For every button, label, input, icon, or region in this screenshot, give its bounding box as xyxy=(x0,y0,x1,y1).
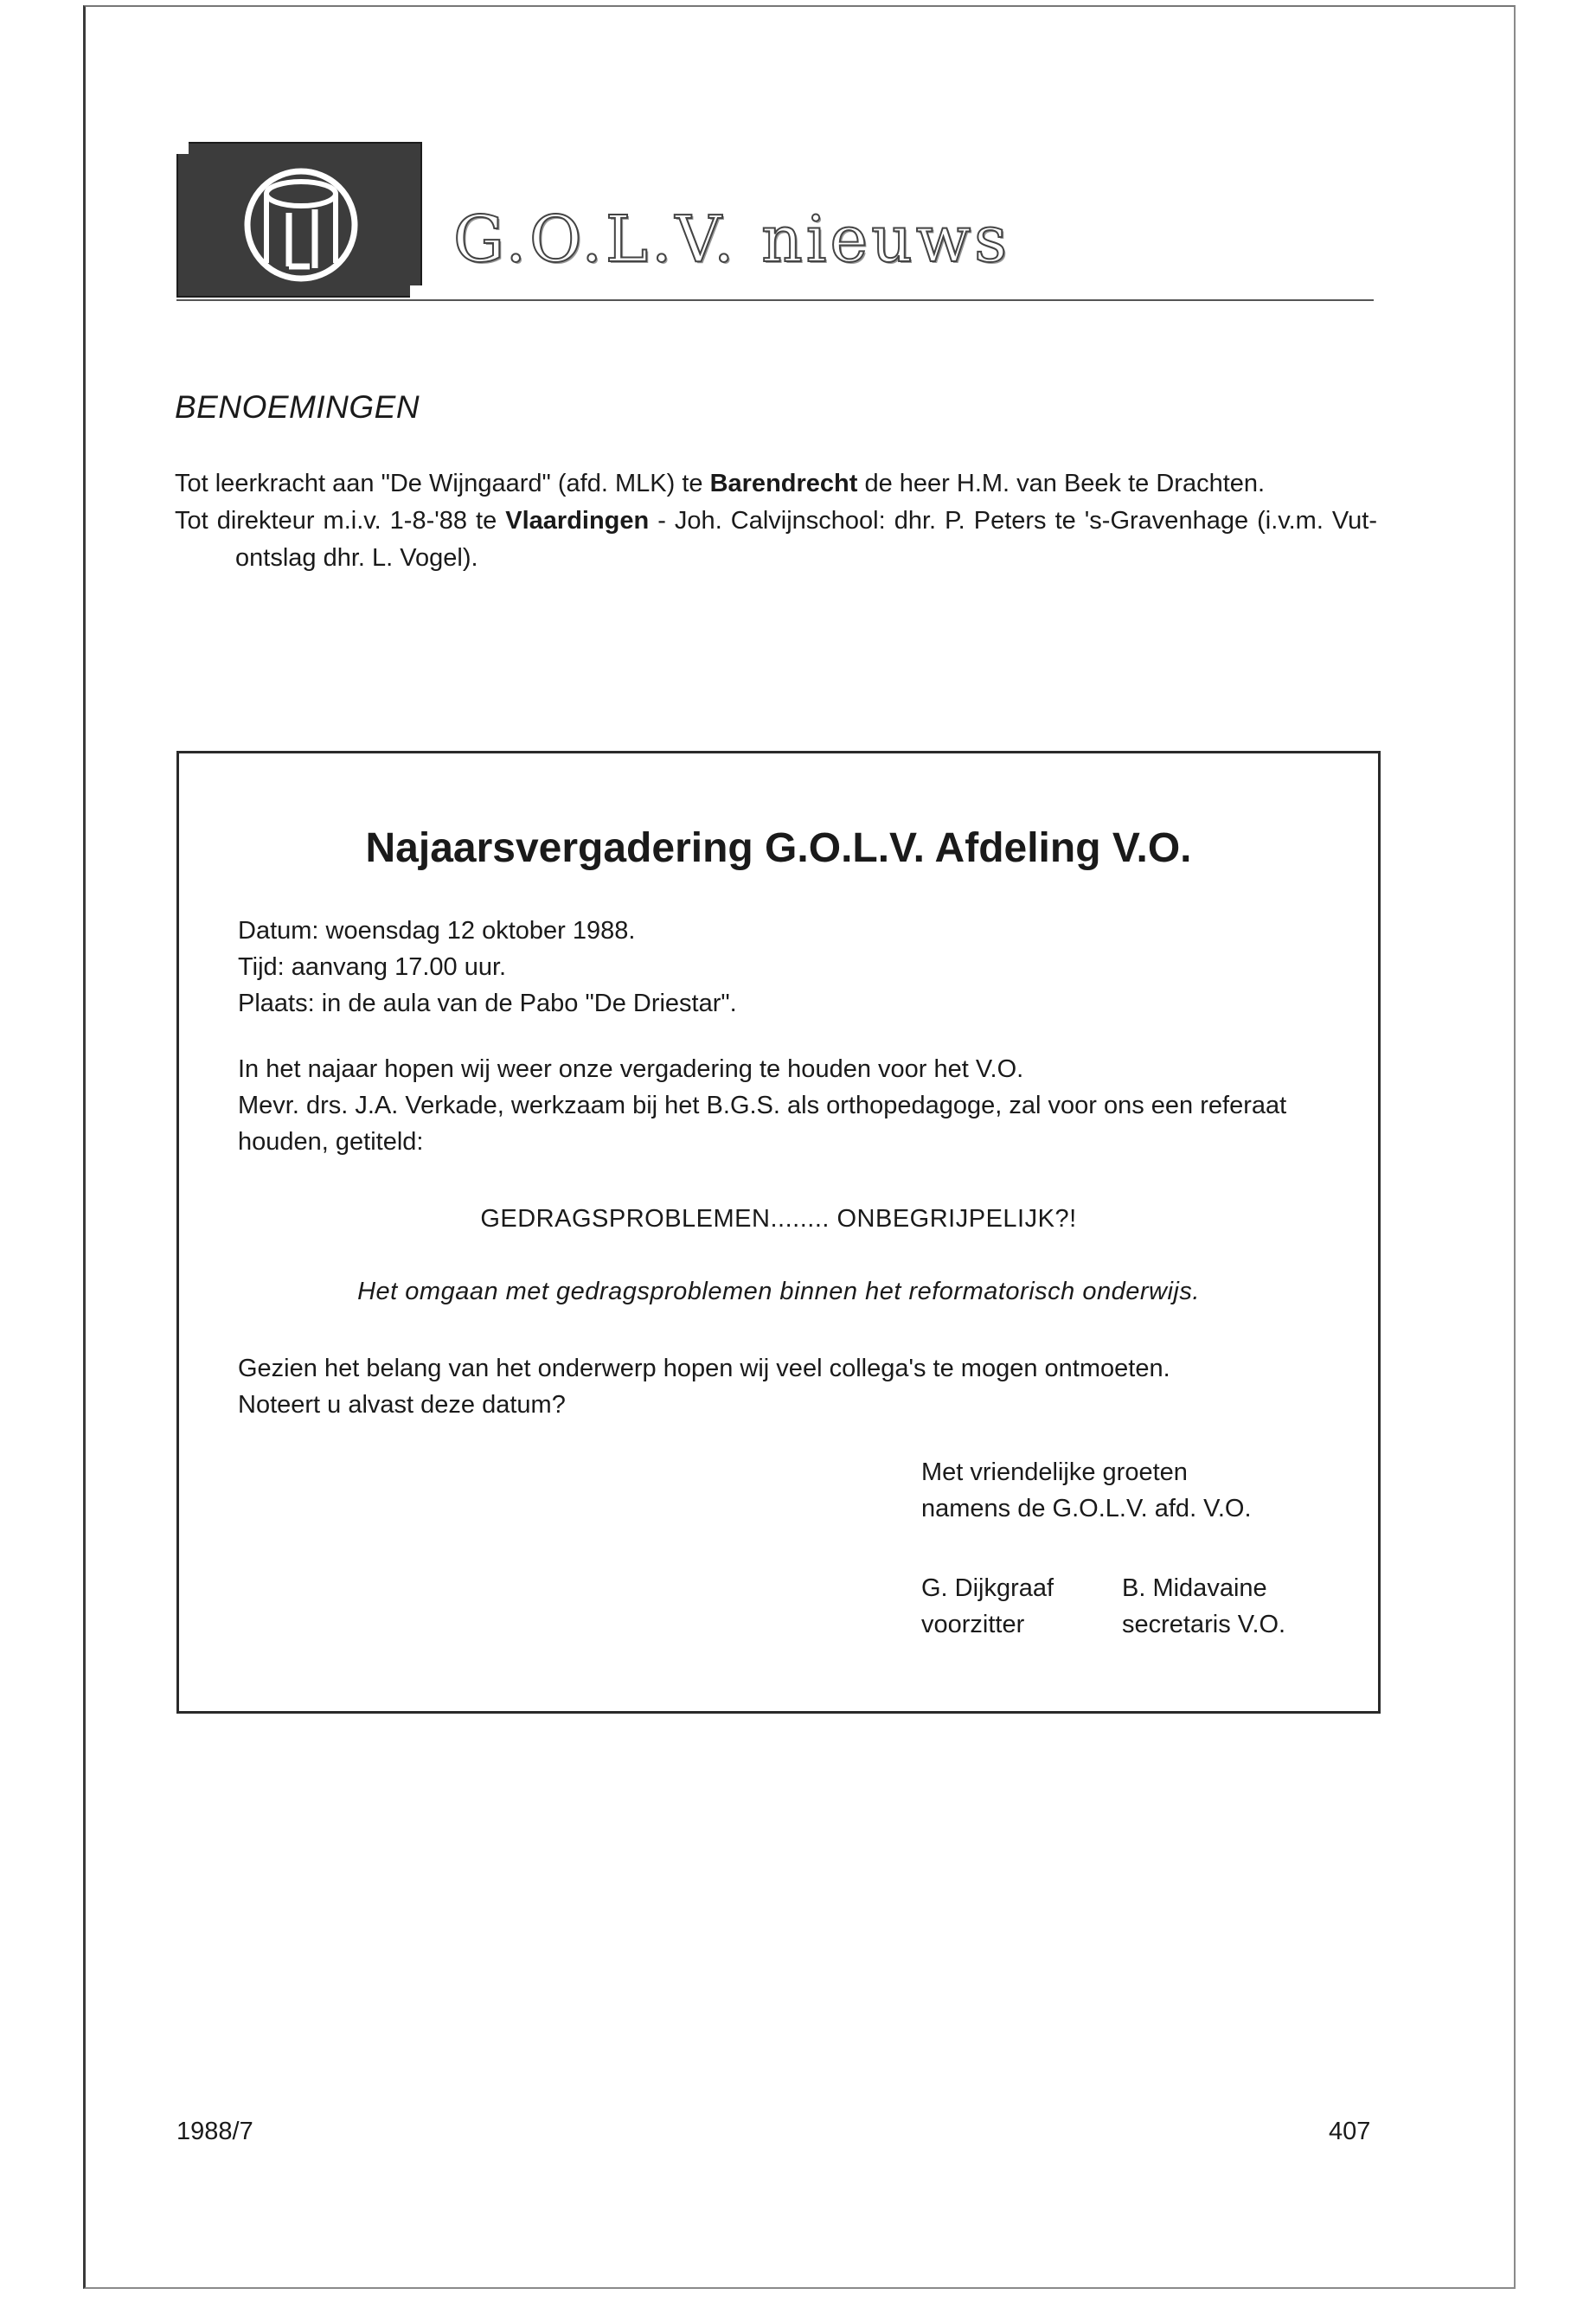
appeal-line: Gezien het belang van het onderwerp hopen wij veel collega's te mogen ontmoeten. xyxy=(238,1355,1170,1382)
appointment-entry: Tot direkteur m.i.v. 1-8-'88 te Vlaardingen - Joh. Calvijnschool: dhr. P. Peters te 's-Gravenhage (i.v.m. Vut-ontslag dhr. L. Vogel). xyxy=(175,507,1377,572)
meeting-details xyxy=(238,913,1319,1022)
logo-block xyxy=(176,142,422,298)
intro-speaker: Mevr. drs. J.A. Verkade, werkzaam bij het B.G.S. als orthopedagoge, zal voor ons een referaat houden, getiteld: xyxy=(238,1092,1287,1156)
meeting-intro xyxy=(238,1051,1319,1160)
meeting-appeal xyxy=(238,1350,1319,1423)
masthead-title: G.O.L.V. nieuws xyxy=(453,202,1011,277)
page-number: 407 xyxy=(1329,2118,1371,2145)
signatory-name: B. Midavaine xyxy=(1122,1574,1267,1602)
notice-title: Najaarsvergadering G.O.L.V. Afdeling V.O. xyxy=(365,825,1192,871)
appointments-list xyxy=(175,465,1377,577)
masthead-divider xyxy=(176,299,1374,301)
signatory-role: voorzitter xyxy=(921,1611,1025,1638)
section-heading-appointments: BENOEMINGEN xyxy=(175,389,420,425)
meeting-notice-box xyxy=(176,751,1381,1714)
meeting-date: Datum: woensdag 12 oktober 1988. xyxy=(238,917,636,945)
appeal-line: Noteert u alvast deze datum? xyxy=(238,1391,566,1419)
issue-number: 1988/7 xyxy=(176,2118,253,2145)
lecture-subtitle: Het omgaan met gedragsproblemen binnen het reformatorisch onderwijs. xyxy=(357,1278,1200,1305)
signatory-chair xyxy=(921,1570,1122,1643)
appointment-place: Barendrecht xyxy=(709,470,858,497)
meeting-time: Tijd: aanvang 17.00 uur. xyxy=(238,953,507,981)
meeting-location: Plaats: in de aula van de Pabo "De Driestar". xyxy=(238,990,737,1017)
appointment-place: Vlaardingen xyxy=(505,507,650,535)
appointment-entry: Tot leerkracht aan "De Wijngaard" (afd. MLK) te Barendrecht de heer H.M. van Beek te Drachten. xyxy=(175,470,1266,497)
signatory-secretary xyxy=(1122,1570,1323,1643)
closing-line: namens de G.O.L.V. afd. V.O. xyxy=(921,1495,1252,1522)
golv-emblem-icon xyxy=(228,156,374,285)
lecture-title: GEDRAGSPROBLEMEN........ ONBEGRIJPELIJK?! xyxy=(480,1205,1077,1233)
closing-greeting xyxy=(921,1454,1252,1527)
closing-line: Met vriendelijke groeten xyxy=(921,1458,1188,1486)
intro-line: In het najaar hopen wij weer onze vergadering te houden voor het V.O. xyxy=(238,1055,1024,1083)
signatories xyxy=(921,1570,1323,1643)
signatory-role: secretaris V.O. xyxy=(1122,1611,1286,1638)
masthead xyxy=(176,142,1374,303)
signatory-name: G. Dijkgraaf xyxy=(921,1574,1054,1602)
